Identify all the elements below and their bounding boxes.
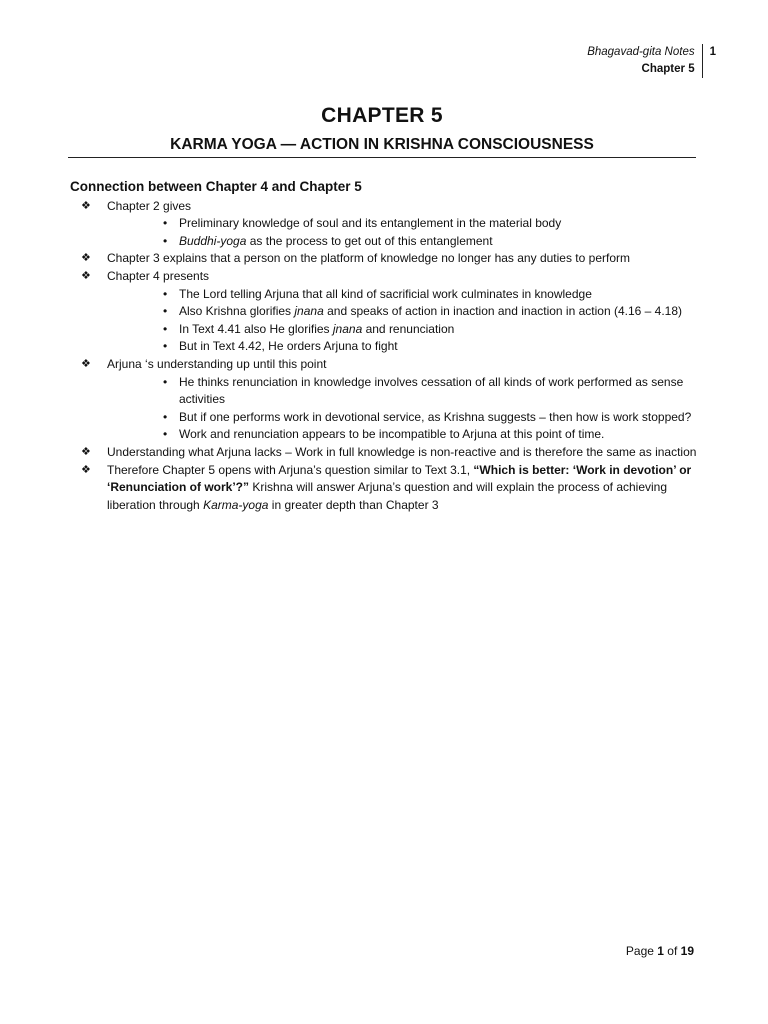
bold-question: “Which is better: ‘Work in devotion’ or ‘Renunciation of work’?” [107, 462, 692, 495]
page-footer [626, 944, 694, 958]
sub-list-item [107, 426, 700, 444]
footer-page-label: Page [625, 944, 658, 958]
list-item-text: in greater depth than Chapter 3 [268, 497, 439, 512]
round-bullet-icon: • [163, 321, 168, 336]
diamond-bullet-icon: ❖ [81, 357, 91, 370]
sub-list-item [107, 321, 700, 339]
sub-list-item-text: Also Krishna glorifies [179, 304, 295, 319]
round-bullet-icon: • [163, 233, 168, 248]
document-body [70, 178, 700, 514]
footer-current-page: 1 [657, 944, 664, 958]
list-item-text: Arjuna ‘s understanding up until this point [107, 356, 327, 371]
list-item [70, 444, 700, 462]
header-page-number: 1 [709, 46, 716, 58]
diamond-bullet-icon: ❖ [81, 199, 91, 212]
italic-term: jnana [294, 304, 324, 319]
round-bullet-icon: • [163, 286, 168, 301]
sub-list-item-text: Work and renunciation appears to be incompatible to Arjuna at this point of time. [179, 427, 605, 442]
italic-term: Karma-yoga [203, 497, 269, 512]
running-header [587, 44, 716, 78]
italic-term: jnana [332, 321, 363, 336]
sub-list-item [107, 233, 700, 251]
sub-list-item [107, 338, 700, 356]
list-item-text: Therefore Chapter 5 opens with Arjuna’s question similar to Text 3.1, [107, 462, 474, 477]
sub-list [107, 215, 700, 250]
sub-list-item [107, 286, 700, 304]
sub-list [107, 286, 700, 356]
round-bullet-icon: • [163, 409, 168, 424]
sub-list-item-text: He thinks renunciation in knowledge involves cessation of all kinds of work performed as sense activities [179, 374, 684, 407]
diamond-bullet-icon: ❖ [81, 269, 91, 282]
diamond-bullet-icon: ❖ [81, 252, 91, 265]
sub-list-item-text: as the process to get out of this entanglement [246, 233, 493, 248]
sub-list [107, 374, 700, 444]
round-bullet-icon: • [163, 216, 168, 231]
sub-list-item [107, 374, 700, 409]
section-heading: Connection between Chapter 4 and Chapter 5 [70, 179, 362, 194]
header-title: Bhagavad-gita Notes [587, 46, 695, 58]
list-item [70, 356, 700, 444]
sub-list-item [107, 409, 700, 427]
list-item-text: Understanding what Arjuna lacks – Work in full knowledge is non-reactive and is therefore the same as inaction [107, 444, 697, 459]
diamond-bullet-icon: ❖ [81, 463, 91, 476]
header-text-block [587, 44, 702, 78]
chapter-subtitle: KARMA YOGA — ACTION IN KRISHNA CONSCIOUSNESS [170, 136, 594, 153]
bullet-list [70, 198, 700, 515]
round-bullet-icon: • [163, 427, 168, 442]
round-bullet-icon: • [163, 304, 168, 319]
list-item [70, 462, 700, 515]
list-item-text: Chapter 4 presents [107, 268, 210, 283]
list-item [70, 268, 700, 356]
sub-list-item-text: In Text 4.41 also He glorifies [179, 321, 333, 336]
sub-list-item-text: The Lord telling Arjuna that all kind of sacrificial work culminates in knowledge [179, 286, 592, 301]
sub-list-item-text: and renunciation [362, 321, 455, 336]
diamond-bullet-icon: ❖ [81, 445, 91, 458]
sub-list-item-text: and speaks of action in inaction and inaction in action (4.16 – 4.18) [323, 304, 683, 319]
footer-total-pages: 19 [680, 944, 694, 958]
sub-list-item-text: But in Text 4.42, He orders Arjuna to fight [179, 339, 398, 354]
list-item-text: Krishna will answer Arjuna’s question and will explain the process of achieving liberation through [107, 480, 668, 512]
list-item-text: Chapter 2 gives [107, 198, 192, 213]
sub-list-item [107, 303, 700, 321]
list-item [70, 250, 700, 268]
sub-list-item [107, 215, 700, 233]
list-item-text: Chapter 3 explains that a person on the platform of knowledge no longer has any duties to perform [107, 251, 630, 266]
italic-term: Buddhi-yoga [179, 233, 247, 248]
title-divider [68, 157, 696, 158]
list-item [70, 198, 700, 251]
header-chapter: Chapter 5 [641, 63, 695, 75]
sub-list-item-text: Preliminary knowledge of soul and its entanglement in the material body [179, 216, 562, 231]
round-bullet-icon: • [163, 374, 168, 389]
sub-list-item-text: But if one performs work in devotional service, as Krishna suggests – then how is work stopped? [179, 409, 692, 424]
footer-of-label: of [663, 944, 681, 958]
title-block [68, 104, 696, 154]
chapter-title: CHAPTER 5 [321, 104, 443, 127]
round-bullet-icon: • [163, 339, 168, 354]
